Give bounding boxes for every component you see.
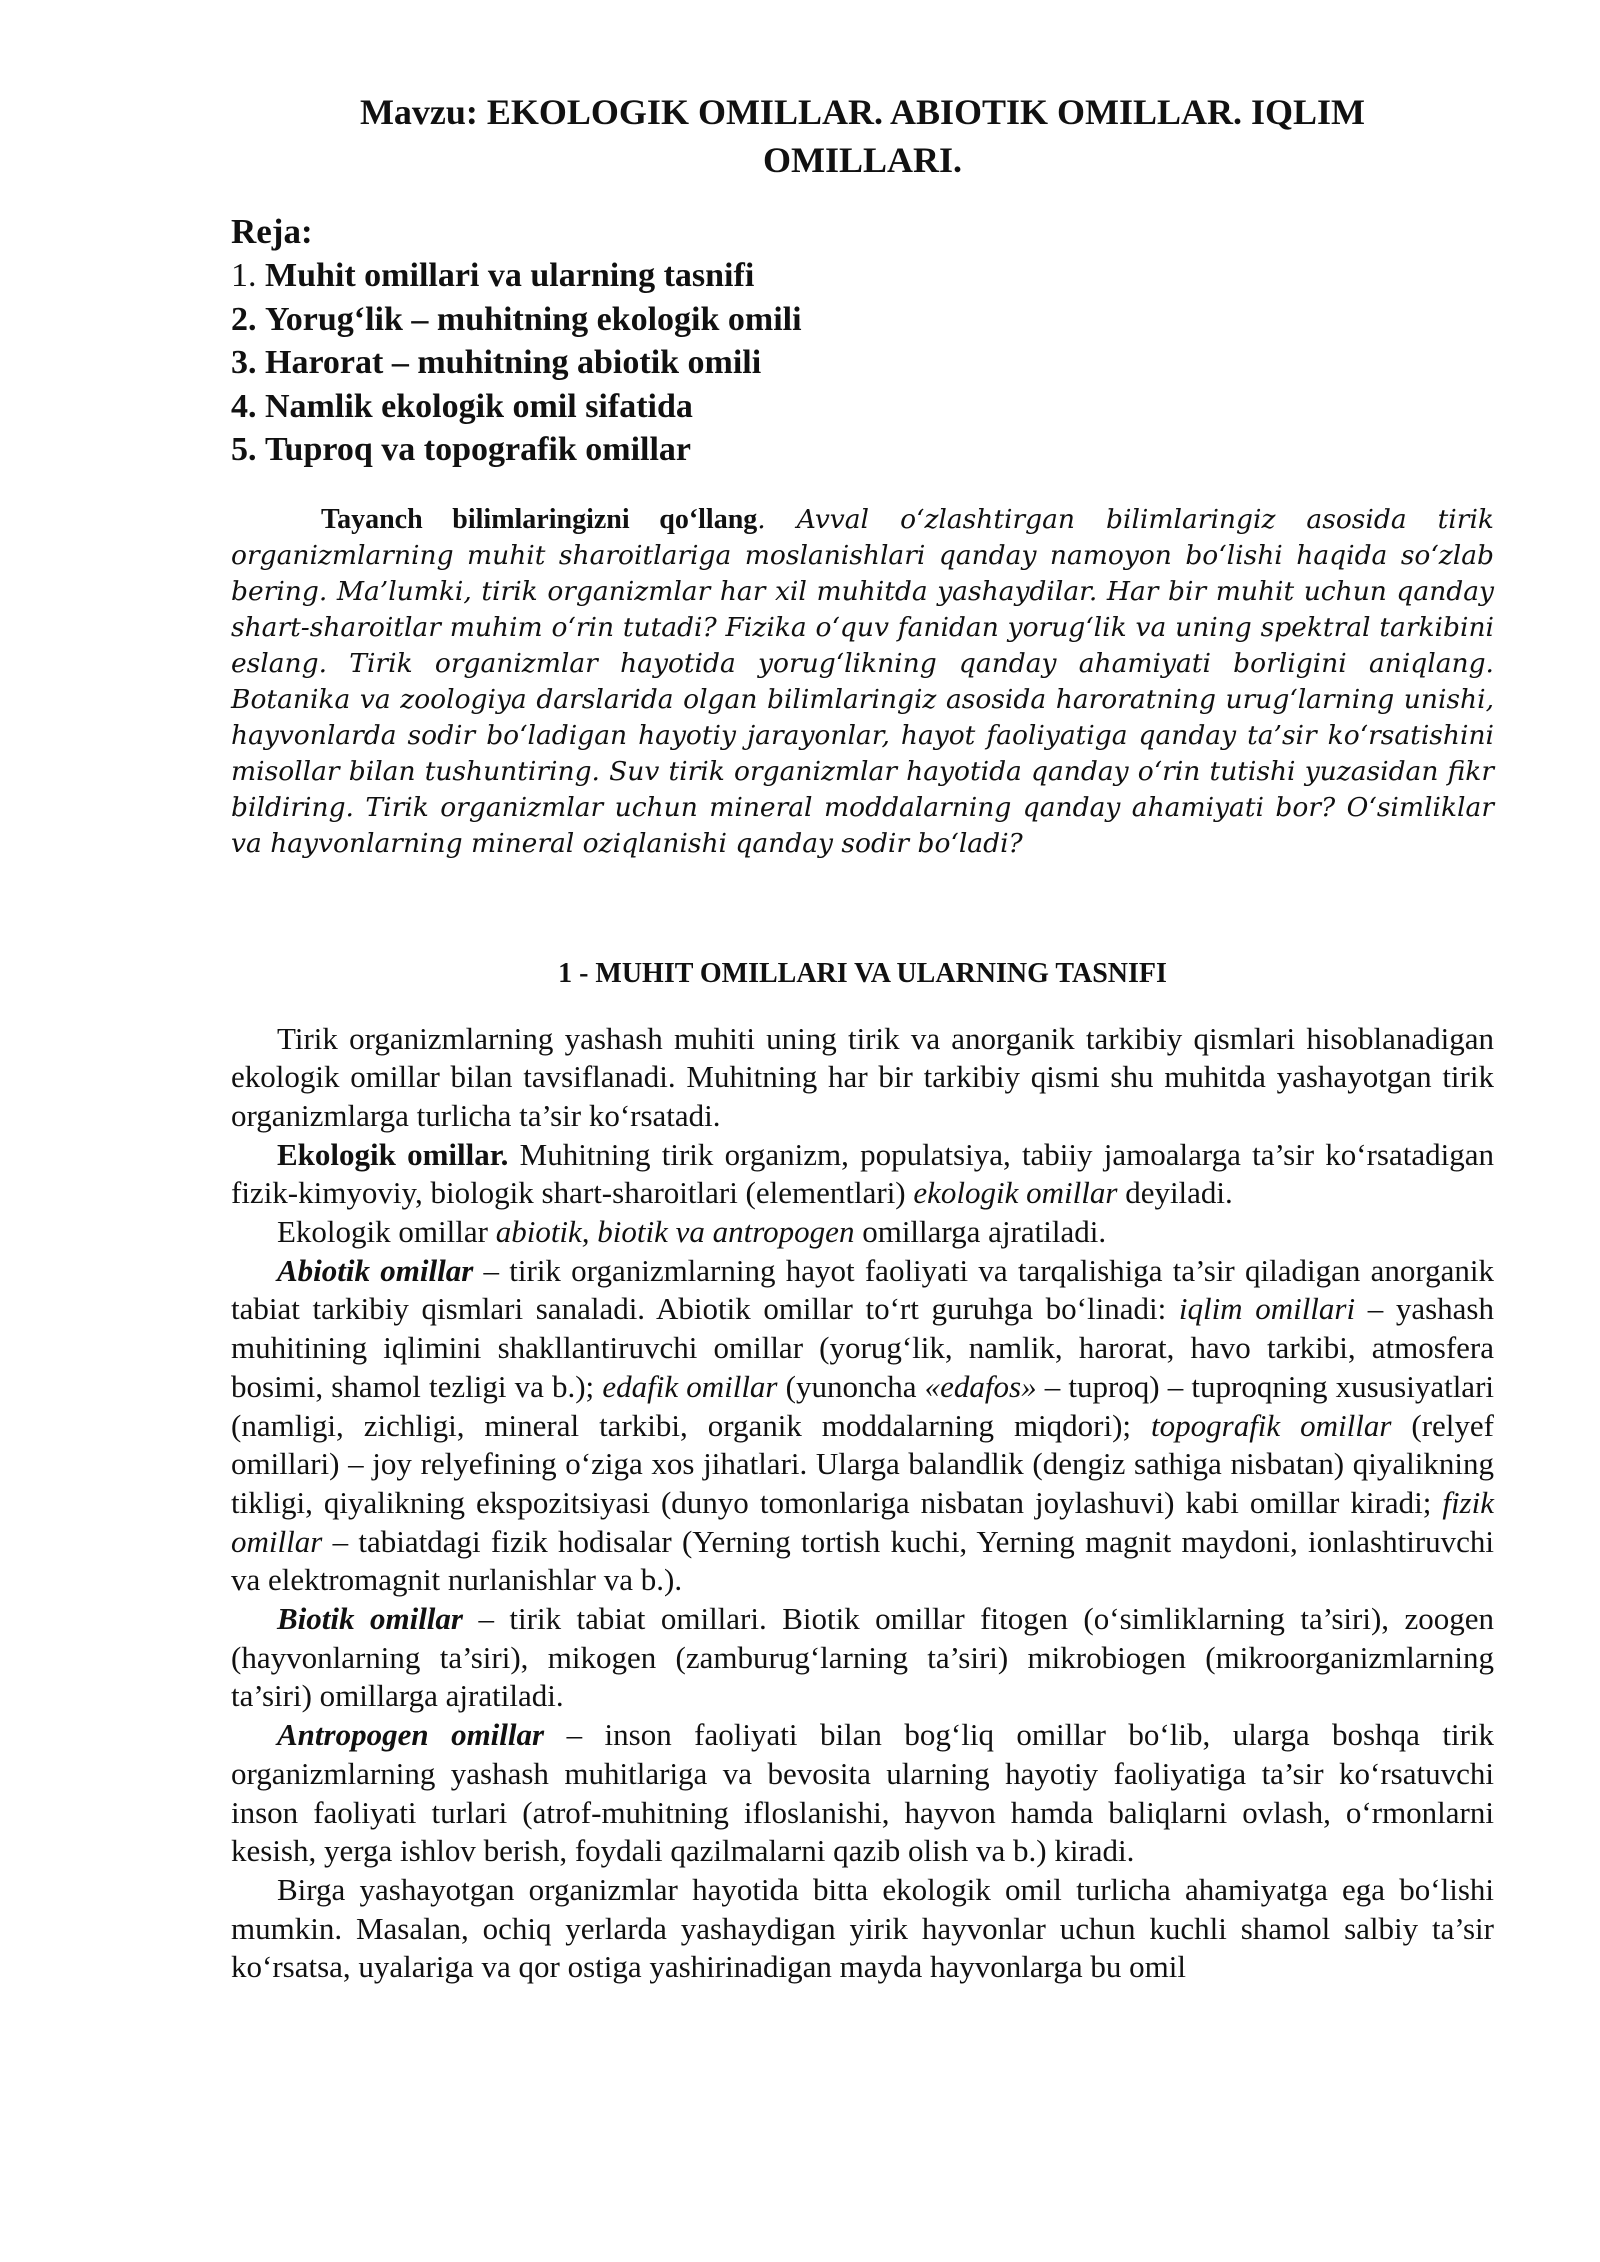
text-run: (yunoncha bbox=[777, 1368, 925, 1404]
plan-item-number: 4. bbox=[231, 387, 257, 425]
plan-item-text: Yorug‘lik – muhitning ekologik omili bbox=[265, 300, 802, 338]
plan-item-number: 5. bbox=[231, 431, 257, 468]
plan-item-text: Tuproq va topografik omillar bbox=[265, 431, 692, 468]
text-run: deyiladi. bbox=[1117, 1175, 1233, 1211]
text-run: – yashash muhitining iqlimini shakllantiruvchi omillar (yorug‘lik, namlik, harorat, havo tarkibi, atmosfera bosimi, shamol tezligi va b.); bbox=[231, 1291, 1495, 1404]
plan-list bbox=[231, 210, 1494, 472]
document-title bbox=[231, 88, 1494, 184]
text-run: omillarga ajratiladi. bbox=[854, 1214, 1107, 1250]
plan-item-3 bbox=[231, 341, 1494, 385]
paragraph-1: Tirik organizmlarning yashash muhiti uning tirik va anorganik tarkibiy qismlari hisoblanadigan ekologik omillar bilan tavsiflanadi. Muhitning har bir tarkibiy qismi shu muhitda yashayotgan tirik organizmlarga turlicha ta’sir ko‘rsatadi. bbox=[231, 1020, 1494, 1133]
text-run: Ekologik omillar bbox=[277, 1214, 496, 1250]
emphasis: fizik omillar bbox=[231, 1484, 1494, 1559]
plan-item-5 bbox=[231, 428, 1494, 472]
term-abiotik-omillar: Abiotik omillar bbox=[277, 1252, 474, 1288]
emphasis: «edafos» bbox=[924, 1368, 1037, 1404]
text-run: – tuproq) – tuproqning xususiyatlari (namligi, zichligi, mineral tarkibi, organik moddalarning miqdori); bbox=[231, 1368, 1495, 1443]
title-line-1: Mavzu: EKOLOGIK OMILLAR. ABIOTIK OMILLAR. IQLIM bbox=[359, 92, 1366, 132]
intro-text: Avval o‘zlashtirgan bilimlaringiz asosida tirik organizmlarning muhit sharoitlariga moslanishlari qanday namoyon bo‘lishi haqida so‘zlab bering. Ma’lumki, tirik organizmlar har xil muhitda yashaydilar. Har bir muhit uchun qanday shart-sharoitlar muhim o‘rin tutadi? Fizika o‘quv fanidan yorug‘lik va uning spektral tarkibini eslang. Tirik organizmlar hayotida yorug‘likning qanday ahamiyati borligini aniqlang. Botanika va zoologiya darslarida olgan bilimlaringiz asosida haroratning urug‘larning unishi, hayvonlarda sodir bo‘ladigan hayotiy jarayonlar, hayot faoliyatiga qanday ta’sir ko‘rsatishini misollar bilan tushuntiring. Suv tirik organizmlar hayotida qanday o‘rin tutishi yuzasidan fikr bildiring. Tirik organizmlar uchun mineral moddalarning qanday ahamiyati bor? O‘simliklar va hayvonlarning mineral oziqlanishi qanday sodir bo‘ladi? bbox=[231, 503, 1494, 859]
emphasis: topografik omillar bbox=[1151, 1407, 1392, 1443]
plan-item-number: 2. bbox=[231, 300, 257, 338]
emphasis: edafik omillar bbox=[602, 1368, 778, 1404]
text-run: (relyef omillari) – joy relyefining o‘ziga xos jihatlari. Ularga balandlik (dengiz sathiga nisbatan) qiyalikning tikligi, qiyalikning ekspozitsiyasi (dunyo tomonlariga nisbatan joylashuvi) kabi omillar kiradi; bbox=[231, 1407, 1495, 1520]
paragraph-5 bbox=[231, 1600, 1494, 1716]
emphasis: abiotik, biotik va antropogen bbox=[495, 1214, 855, 1250]
term-ekologik-omillar: Ekologik omillar. bbox=[277, 1136, 509, 1172]
section-body bbox=[231, 1020, 1494, 1988]
paragraph-7: Birga yashayotgan organizmlar hayotida bitta ekologik omil turlicha ahamiyatga ega bo‘lishi mumkin. Masalan, ochiq yerlarda yashaydigan yirik hayvonlar uchun kuchli shamol salbiy ta’sir ko‘rsatsa, uyalariga va qor ostiga yashirinadigan mayda hayvonlarga bu omil bbox=[231, 1871, 1494, 1985]
text-run: – inson faoliyati bilan bog‘liq omillar bo‘lib, ularga boshqa tirik organizmlarning yashash muhitlariga va bevosita ularning hayotiy faoliyatiga ta’sir ko‘rsatuvchi inson faoliyati turlari (atrof-muhitning ifloslanishi, hayvon hamda baliqlarni ovlash, o‘rmonlarni kesish, yerga ishlov berish, foydali qazilmalarni qazib olish va b.) kiradi. bbox=[231, 1717, 1495, 1869]
title-line-2: OMILLARI. bbox=[762, 140, 963, 180]
term-biotik-omillar: Biotik omillar bbox=[277, 1601, 463, 1637]
paragraph-3 bbox=[231, 1213, 1494, 1252]
paragraph-6 bbox=[231, 1716, 1494, 1871]
plan-item-number: 1. bbox=[231, 257, 257, 294]
plan-item-text: Muhit omillari va ularning tasnifi bbox=[265, 257, 755, 294]
plan-item-text: Harorat – muhitning abiotik omili bbox=[265, 344, 762, 381]
text-run: – tabiatdagi fizik hodisalar (Yerning tortish kuchi, Yerning magnit maydoni, ionlashtiruvchi va elektromagnit nurlanishlar va b.). bbox=[231, 1523, 1494, 1598]
emphasis: ekologik omillar bbox=[913, 1175, 1118, 1211]
section-title: 1 - MUHIT OMILLARI VA ULARNING TASNIFI bbox=[558, 957, 1167, 989]
term-antropogen-omillar: Antropogen omillar bbox=[277, 1717, 545, 1753]
intro-lead: Tayanch bilimlaringizni qo‘llang bbox=[321, 503, 758, 535]
plan-item-4 bbox=[231, 385, 1494, 429]
paragraph-2 bbox=[231, 1136, 1494, 1213]
text-run: – tirik tabiat omillari. Biotik omillar fitogen (o‘simliklarning ta’siri), zoogen (hayvonlarning ta’siri), mikogen (zamburug‘larning ta’siri) mikrobiogen (mikroorganizmlarning ta’siri) omillarga ajratiladi. bbox=[231, 1601, 1495, 1714]
paragraph-4 bbox=[231, 1252, 1494, 1600]
document-page bbox=[231, 88, 1494, 1987]
plan-item-number: 3. bbox=[231, 344, 257, 381]
text-run: – tirik organizmlarning hayot faoliyati va tarqalishiga ta’sir qiladigan anorganik tabiat tarkibiy qismlari sanaladi. Abiotik omillar to‘rt guruhga bo‘linadi: bbox=[231, 1252, 1494, 1327]
plan-item-text: Namlik ekologik omil sifatida bbox=[265, 387, 693, 425]
plan-item-2 bbox=[231, 298, 1494, 342]
plan-item-1 bbox=[231, 254, 1494, 298]
emphasis: iqlim omillari bbox=[1178, 1291, 1356, 1327]
intro-paragraph bbox=[231, 502, 1494, 862]
plan-heading: Reja: bbox=[231, 212, 313, 251]
intro-lead-dot: . bbox=[757, 503, 766, 535]
text-run: Muhitning tirik organizm, populatsiya, tabiiy jamoalarga ta’sir ko‘rsatadigan fizik-kimyoviy, biologik shart-sharoitlari (elementlari) bbox=[231, 1136, 1494, 1211]
